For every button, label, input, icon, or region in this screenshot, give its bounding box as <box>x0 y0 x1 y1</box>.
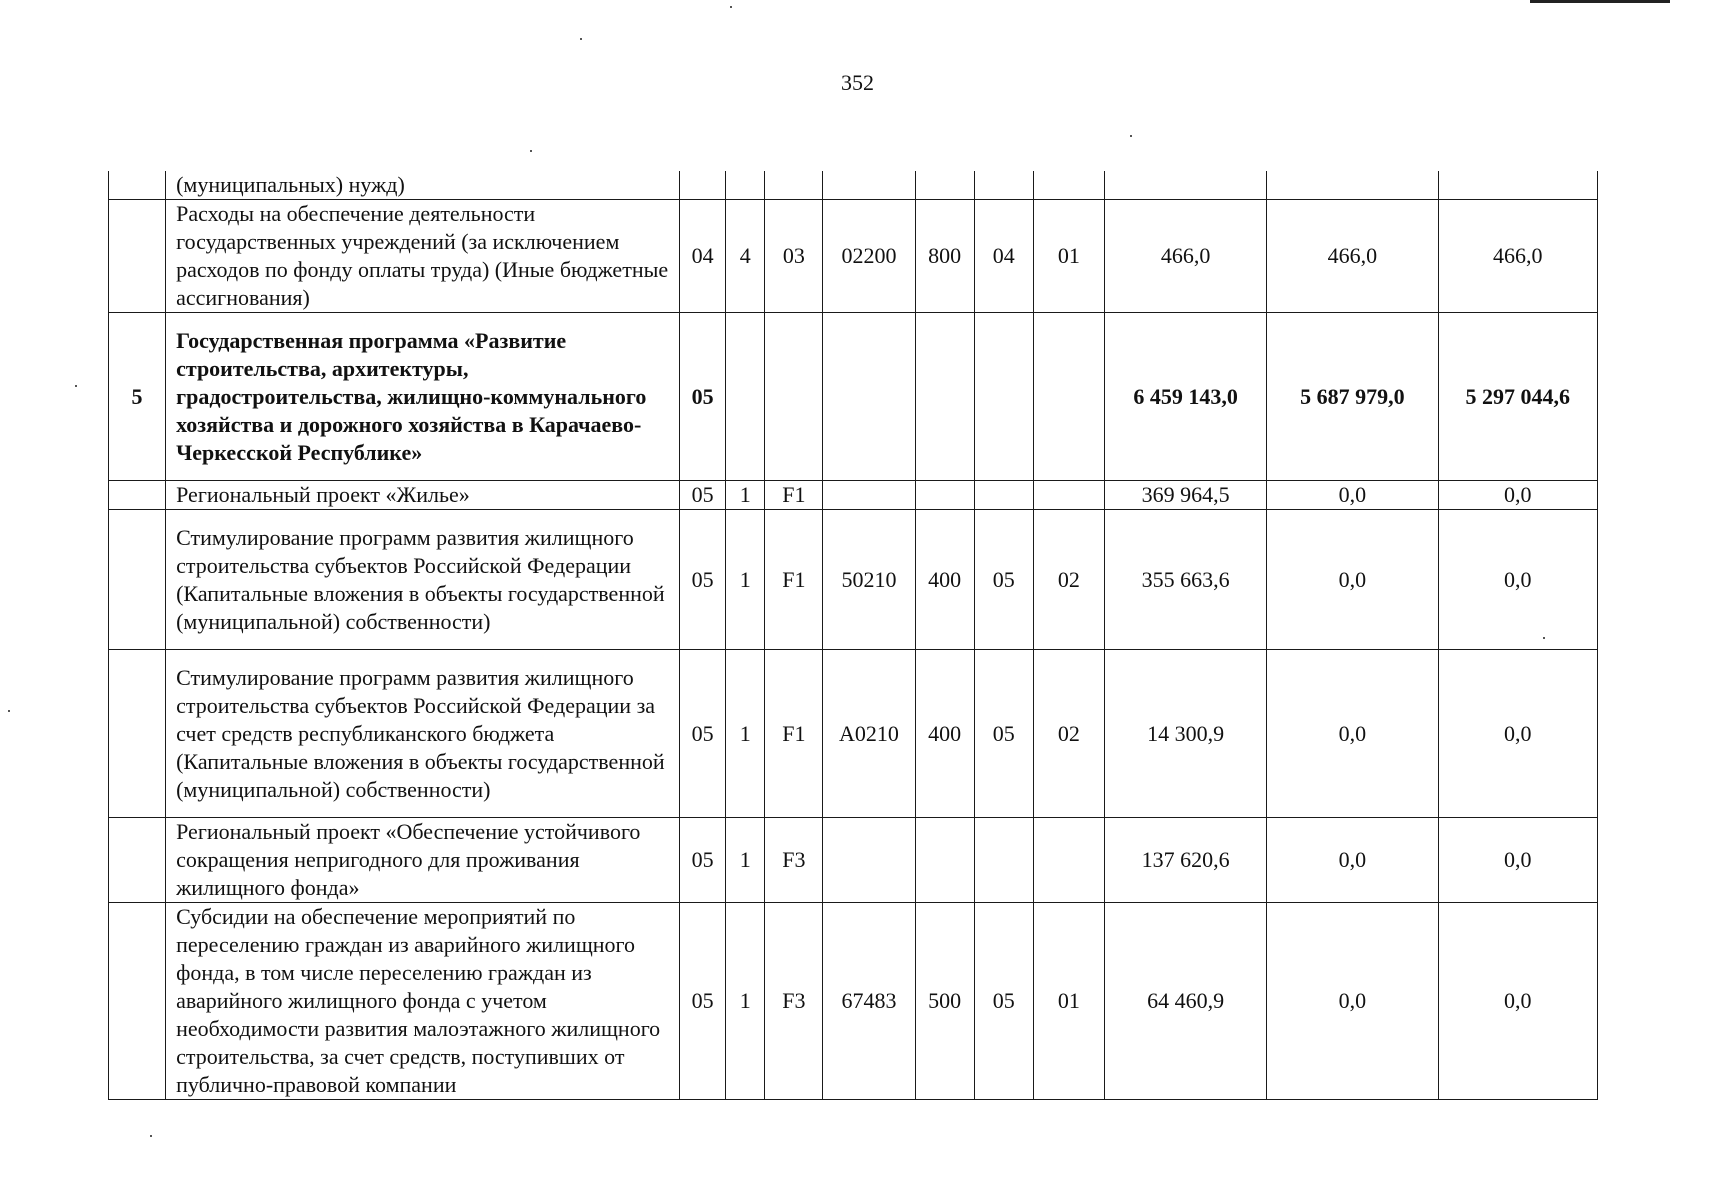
row-number-cell <box>109 200 166 313</box>
table-row <box>109 313 1598 481</box>
code-expense-type-cell <box>915 171 974 200</box>
code-direction-cell: 50210 <box>823 510 915 650</box>
code-direction-cell: A0210 <box>823 650 915 818</box>
row-number-cell <box>109 903 166 1100</box>
code-program-cell: 05 <box>680 650 726 818</box>
amount-year1-cell: 64 460,9 <box>1104 903 1266 1100</box>
row-number-cell <box>109 481 166 510</box>
code-section-cell <box>974 171 1033 200</box>
code-project-cell: 03 <box>765 200 823 313</box>
code-section-cell: 05 <box>974 510 1033 650</box>
amount-year2-cell: 466,0 <box>1267 200 1438 313</box>
code-subprogram-cell: 4 <box>726 200 765 313</box>
description-cell: Государственная программа «Развитие строительства, архитектуры, градостроительства, жилищно-коммунального хозяйства и дорожного хозяйства в Карачаево-Черкесской Республике» <box>166 313 680 481</box>
amount-year2-cell <box>1267 171 1438 200</box>
code-subprogram-cell <box>726 313 765 481</box>
code-project-cell: F1 <box>765 650 823 818</box>
code-subsection-cell: 02 <box>1033 510 1104 650</box>
amount-year1-cell: 6 459 143,0 <box>1104 313 1266 481</box>
scan-edge-mark <box>1530 0 1670 3</box>
code-section-cell: 04 <box>974 200 1033 313</box>
row-number-cell <box>109 171 166 200</box>
code-project-cell <box>765 171 823 200</box>
description-cell: Региональный проект «Жилье» <box>166 481 680 510</box>
amount-year2-cell: 5 687 979,0 <box>1267 313 1438 481</box>
scan-speck <box>1543 637 1545 639</box>
code-subsection-cell <box>1033 313 1104 481</box>
amount-year3-cell: 466,0 <box>1438 200 1597 313</box>
code-direction-cell <box>823 818 915 903</box>
amount-year2-cell: 0,0 <box>1267 903 1438 1100</box>
row-number-cell <box>109 650 166 818</box>
row-number-cell <box>109 818 166 903</box>
code-subsection-cell: 01 <box>1033 200 1104 313</box>
code-direction-cell <box>823 481 915 510</box>
amount-year3-cell: 0,0 <box>1438 481 1597 510</box>
code-program-cell: 05 <box>680 313 726 481</box>
code-subsection-cell <box>1033 171 1104 200</box>
amount-year1-cell: 466,0 <box>1104 200 1266 313</box>
code-direction-cell <box>823 313 915 481</box>
code-program-cell: 05 <box>680 510 726 650</box>
code-section-cell <box>974 818 1033 903</box>
code-subprogram-cell: 1 <box>726 510 765 650</box>
table-row <box>109 481 1598 510</box>
scan-speck <box>8 710 10 712</box>
code-program-cell: 04 <box>680 200 726 313</box>
code-expense-type-cell <box>915 481 974 510</box>
description-cell: Региональный проект «Обеспечение устойчивого сокращения непригодного для проживания жилищного фонда» <box>166 818 680 903</box>
code-subsection-cell <box>1033 481 1104 510</box>
code-expense-type-cell: 400 <box>915 650 974 818</box>
code-program-cell: 05 <box>680 903 726 1100</box>
code-project-cell: F3 <box>765 903 823 1100</box>
scan-speck <box>730 6 732 8</box>
code-expense-type-cell <box>915 313 974 481</box>
amount-year3-cell: 0,0 <box>1438 903 1597 1100</box>
code-subsection-cell: 01 <box>1033 903 1104 1100</box>
code-program-cell: 05 <box>680 818 726 903</box>
code-project-cell: F1 <box>765 481 823 510</box>
code-subsection-cell: 02 <box>1033 650 1104 818</box>
amount-year3-cell: 0,0 <box>1438 818 1597 903</box>
table-row <box>109 818 1598 903</box>
table-body <box>109 171 1598 1100</box>
scan-speck <box>150 1135 152 1137</box>
code-subprogram-cell: 1 <box>726 481 765 510</box>
scan-speck <box>1130 135 1132 137</box>
code-project-cell: F3 <box>765 818 823 903</box>
amount-year1-cell: 355 663,6 <box>1104 510 1266 650</box>
description-cell: (муниципальных) нужд) <box>166 171 680 200</box>
code-section-cell: 05 <box>974 903 1033 1100</box>
code-expense-type-cell: 400 <box>915 510 974 650</box>
code-direction-cell <box>823 171 915 200</box>
amount-year1-cell: 14 300,9 <box>1104 650 1266 818</box>
table-row <box>109 510 1598 650</box>
description-cell: Стимулирование программ развития жилищного строительства субъектов Российской Федерации (Капитальные вложения в объекты государственной (муниципальной) собственности) <box>166 510 680 650</box>
code-expense-type-cell: 800 <box>915 200 974 313</box>
code-subprogram-cell: 1 <box>726 903 765 1100</box>
amount-year3-cell: 5 297 044,6 <box>1438 313 1597 481</box>
scan-speck <box>580 38 582 40</box>
code-subprogram-cell <box>726 171 765 200</box>
description-cell: Расходы на обеспечение деятельности государственных учреждений (за исключением расходов по фонду оплаты труда) (Иные бюджетные ассигнования) <box>166 200 680 313</box>
budget-table <box>108 171 1598 1100</box>
code-section-cell: 05 <box>974 650 1033 818</box>
code-subsection-cell <box>1033 818 1104 903</box>
code-project-cell: F1 <box>765 510 823 650</box>
code-subprogram-cell: 1 <box>726 818 765 903</box>
row-number-cell <box>109 510 166 650</box>
amount-year3-cell: 0,0 <box>1438 510 1597 650</box>
code-expense-type-cell: 500 <box>915 903 974 1100</box>
page-number: 352 <box>841 70 874 95</box>
description-cell: Субсидии на обеспечение мероприятий по переселению граждан из аварийного жилищного фонда, в том числе переселению граждан из аварийного жилищного фонда с учетом необходимости развития малоэтажного жилищного строительства, за счет средств, поступивших от публично-правовой компании <box>166 903 680 1100</box>
amount-year1-cell <box>1104 171 1266 200</box>
scan-speck <box>75 385 77 387</box>
amount-year2-cell: 0,0 <box>1267 650 1438 818</box>
amount-year1-cell: 369 964,5 <box>1104 481 1266 510</box>
table-row <box>109 650 1598 818</box>
code-direction-cell: 02200 <box>823 200 915 313</box>
description-cell: Стимулирование программ развития жилищного строительства субъектов Российской Федерации за счет средств республиканского бюджета (Капитальные вложения в объекты государственной (муниципальной) собственности) <box>166 650 680 818</box>
code-expense-type-cell <box>915 818 974 903</box>
scan-speck <box>530 150 532 152</box>
code-project-cell <box>765 313 823 481</box>
amount-year2-cell: 0,0 <box>1267 510 1438 650</box>
table-row <box>109 171 1598 200</box>
amount-year1-cell: 137 620,6 <box>1104 818 1266 903</box>
amount-year2-cell: 0,0 <box>1267 481 1438 510</box>
table-row <box>109 903 1598 1100</box>
amount-year2-cell: 0,0 <box>1267 818 1438 903</box>
code-direction-cell: 67483 <box>823 903 915 1100</box>
code-section-cell <box>974 313 1033 481</box>
code-section-cell <box>974 481 1033 510</box>
amount-year3-cell: 0,0 <box>1438 650 1597 818</box>
amount-year3-cell <box>1438 171 1597 200</box>
row-number-cell: 5 <box>109 313 166 481</box>
table-row <box>109 200 1598 313</box>
code-subprogram-cell: 1 <box>726 650 765 818</box>
code-program-cell <box>680 171 726 200</box>
code-program-cell: 05 <box>680 481 726 510</box>
